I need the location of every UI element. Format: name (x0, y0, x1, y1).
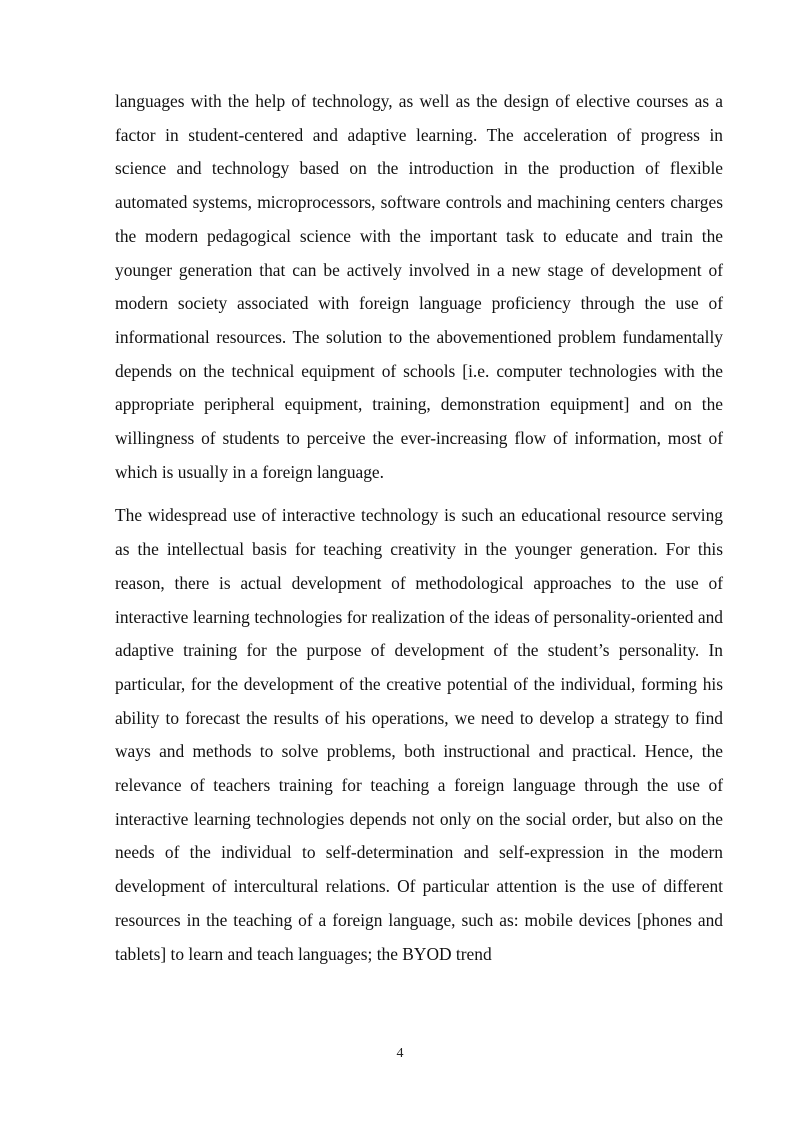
body-text (115, 85, 723, 971)
page-number: 4 (396, 1046, 404, 1061)
paragraph-1: languages with the help of technology, as well as the design of elective courses as a factor in student-centered and adaptive learning. The acceleration of progress in science and technology based on the introduction in the production of flexible automated systems, microprocessors, software controls and machining centers charges the modern pedagogical science with the important task to educate and train the younger generation that can be actively involved in a new stage of development of modern society associated with foreign language proficiency through the use of informational resources. The solution to the abovementioned problem fundamentally depends on the technical equipment of schools [i.e. computer technologies with the appropriate peripheral equipment, training, demonstration equipment] and on the willingness of students to perceive the ever-increasing flow of information, most of which is usually in a foreign language. (115, 91, 723, 482)
paragraph-2: The widespread use of interactive technology is such an educational resource serving as the intellectual basis for teaching creativity in the younger generation. For this reason, there is actual development of methodological approaches to the use of interactive learning technologies for realization of the ideas of personality-oriented and adaptive training for the purpose of development of the student’s personality. In particular, for the development of the creative potential of the individual, forming his ability to forecast the results of his operations, we need to develop a strategy to find ways and methods to solve problems, both instructional and practical. Hence, the relevance of teachers training for teaching a foreign language through the use of interactive learning technologies depends not only on the social order, but also on the needs of the individual to self-determination and self-expression in the modern development of intercultural relations. Of particular attention is the use of different resources in the teaching of a foreign language, such as: mobile devices [phones and tablets] to learn and teach languages; the BYOD trend (115, 505, 723, 964)
